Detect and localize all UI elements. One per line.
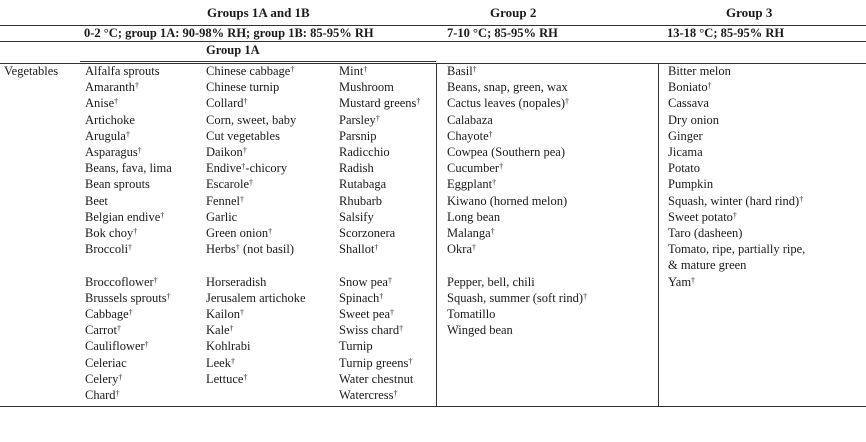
vegetable-item: Broccoflower† (85, 274, 158, 289)
vegetable-item: Calabaza (447, 112, 493, 127)
vegetable-item: Snow pea† (339, 274, 392, 289)
group1a-column-1 (85, 63, 172, 403)
vegetable-item: Asparagus† (85, 145, 142, 160)
vegetable-item: Radish (339, 161, 374, 176)
vegetable-item: Kohlrabi (206, 339, 251, 354)
vegetable-item: Jicama (668, 145, 703, 160)
header-rule (0, 41, 866, 42)
vegetable-item: Chayote† (447, 128, 493, 143)
header-group-2: Group 2 (490, 5, 537, 20)
vegetable-item: Tomato, ripe, partially ripe, (668, 242, 806, 257)
vegetable-item: Radicchio (339, 145, 390, 160)
vegetable-item: Long bean (447, 209, 501, 224)
vegetable-item: Swiss chard† (339, 323, 404, 338)
vegetable-item: Cauliflower† (85, 339, 149, 354)
group3-column (668, 63, 805, 290)
vegetable-item: Cabbage† (85, 307, 133, 322)
vegetable-item: Okra† (447, 242, 476, 257)
vegetable-item: Winged bean (447, 323, 513, 338)
vegetable-item: Kale† (206, 323, 234, 338)
vegetable-item: Mustard greens† (339, 96, 421, 111)
vegetable-item: Beans, fava, lima (85, 161, 172, 176)
vegetable-item: Green onion† (206, 226, 273, 241)
vegetable-item: Ginger (668, 128, 703, 143)
vegetable-item: Mushroom (339, 80, 394, 95)
vegetable-item: Anise† (85, 96, 119, 111)
vegetable-item: Turnip greens† (339, 355, 413, 370)
vegetable-item: Cucumber† (447, 161, 504, 176)
group2-column (447, 63, 587, 338)
vegetable-item: Garlic (206, 209, 238, 224)
conditions-groups-1a-1b: 0-2 °C; group 1A: 90-98% RH; group 1B: 85-95% RH (84, 26, 374, 40)
vegetable-item: Boniato† (668, 80, 712, 95)
vegetable-item: Cowpea (Southern pea) (447, 145, 566, 160)
vegetable-item: Carrot† (85, 323, 121, 338)
vegetable-item: Shallot† (339, 242, 379, 257)
vegetable-item: Rhubarb (339, 193, 383, 208)
vegetable-item: Potato (668, 161, 700, 176)
conditions-group-2: 7-10 °C; 85-95% RH (447, 26, 558, 40)
header-group-1a: Group 1A (206, 43, 260, 57)
vegetable-item: Daikon† (206, 145, 247, 160)
vegetable-item: Jerusalem artichoke (206, 290, 306, 305)
vegetable-item: Artichoke (85, 112, 135, 127)
group1a-rule (80, 61, 436, 62)
vegetable-item: Lettuce† (206, 371, 248, 386)
vegetable-item: Celery† (85, 371, 123, 386)
bottom-rule (0, 406, 866, 407)
vegetable-item: Alfalfa sprouts (85, 64, 160, 78)
vegetable-item: Eggplant† (447, 177, 497, 192)
vegetable-item: Squash, summer (soft rind)† (447, 290, 588, 305)
vegetable-item: Turnip (339, 339, 373, 354)
vegetable-item: Cactus leaves (nopales)† (447, 96, 570, 111)
vegetable-item: Watercress† (339, 388, 398, 403)
divider-group2 (436, 63, 437, 406)
vegetable-item: Bean sprouts (85, 177, 150, 192)
divider-group3 (658, 63, 659, 406)
vegetable-item: Yam† (668, 274, 696, 289)
vegetable-item: Broccoli† (85, 242, 133, 257)
vegetable-item: Salsify (339, 209, 374, 224)
vegetable-item: Collard† (206, 96, 248, 111)
vegetable-item: Celeriac (85, 355, 127, 370)
vegetable-item: Basil† (447, 64, 477, 78)
vegetable-item: Sweet pea† (339, 307, 395, 322)
vegetable-item: Corn, sweet, baby (206, 112, 297, 127)
vegetable-item: Chinese cabbage† (206, 64, 295, 78)
vegetable-item: Water chestnut (339, 371, 414, 386)
vegetable-item: Pepper, bell, chili (447, 274, 535, 289)
vegetable-item: Horseradish (206, 274, 267, 289)
group1a-column-3 (339, 63, 420, 403)
vegetable-item: Cut vegetables (206, 128, 280, 143)
group1a-column-2 (206, 63, 306, 387)
conditions-group-3: 13-18 °C; 85-95% RH (667, 26, 785, 40)
vegetable-item: Rutabaga (339, 177, 387, 192)
vegetable-item: Endive†-chicory (206, 161, 288, 176)
row-label-vegetables: Vegetables (4, 64, 59, 78)
header-group-3: Group 3 (726, 5, 773, 20)
vegetable-item: Fennel† (206, 193, 245, 208)
vegetable-item: Chard† (85, 388, 120, 403)
vegetable-item: Taro (dasheen) (668, 226, 743, 241)
vegetable-item: Squash, winter (hard rind)† (668, 193, 804, 208)
vegetable-item: Chinese turnip (206, 80, 280, 95)
vegetable-item: Cassava (668, 96, 709, 111)
vegetable-item: Mint† (339, 64, 368, 78)
vegetable-item: Bok choy† (85, 226, 138, 241)
vegetable-item: Bitter melon (668, 64, 731, 78)
vegetable-item: Herbs† (not basil) (206, 242, 295, 257)
vegetable-item: Scorzonera (339, 226, 396, 241)
vegetable-item: Sweet potato† (668, 209, 737, 224)
vegetable-item: Beet (85, 193, 108, 208)
vegetable-item: Leek† (206, 355, 235, 370)
vegetable-item: & mature green (668, 258, 747, 273)
vegetable-item: Spinach† (339, 290, 384, 305)
vegetable-item: Dry onion (668, 112, 720, 127)
vegetable-item: Parsley† (339, 112, 380, 127)
vegetable-item: Brussels sprouts† (85, 290, 171, 305)
vegetable-item: Kiwano (horned melon) (447, 193, 568, 208)
vegetable-item: Escarole† (206, 177, 254, 192)
vegetable-item: Belgian endive† (85, 209, 165, 224)
vegetable-item: Tomatillo (447, 307, 496, 322)
vegetable-item: Parsnip (339, 128, 377, 143)
vegetable-item: Arugula† (85, 128, 130, 143)
vegetable-item: Beans, snap, green, wax (447, 80, 568, 95)
vegetable-item: Amaranth† (85, 80, 139, 95)
vegetable-item: Pumpkin (668, 177, 714, 192)
vegetable-item: Malanga† (447, 226, 495, 241)
vegetable-item: Kailon† (206, 307, 245, 322)
header-groups-1a-1b: Groups 1A and 1B (207, 5, 310, 20)
